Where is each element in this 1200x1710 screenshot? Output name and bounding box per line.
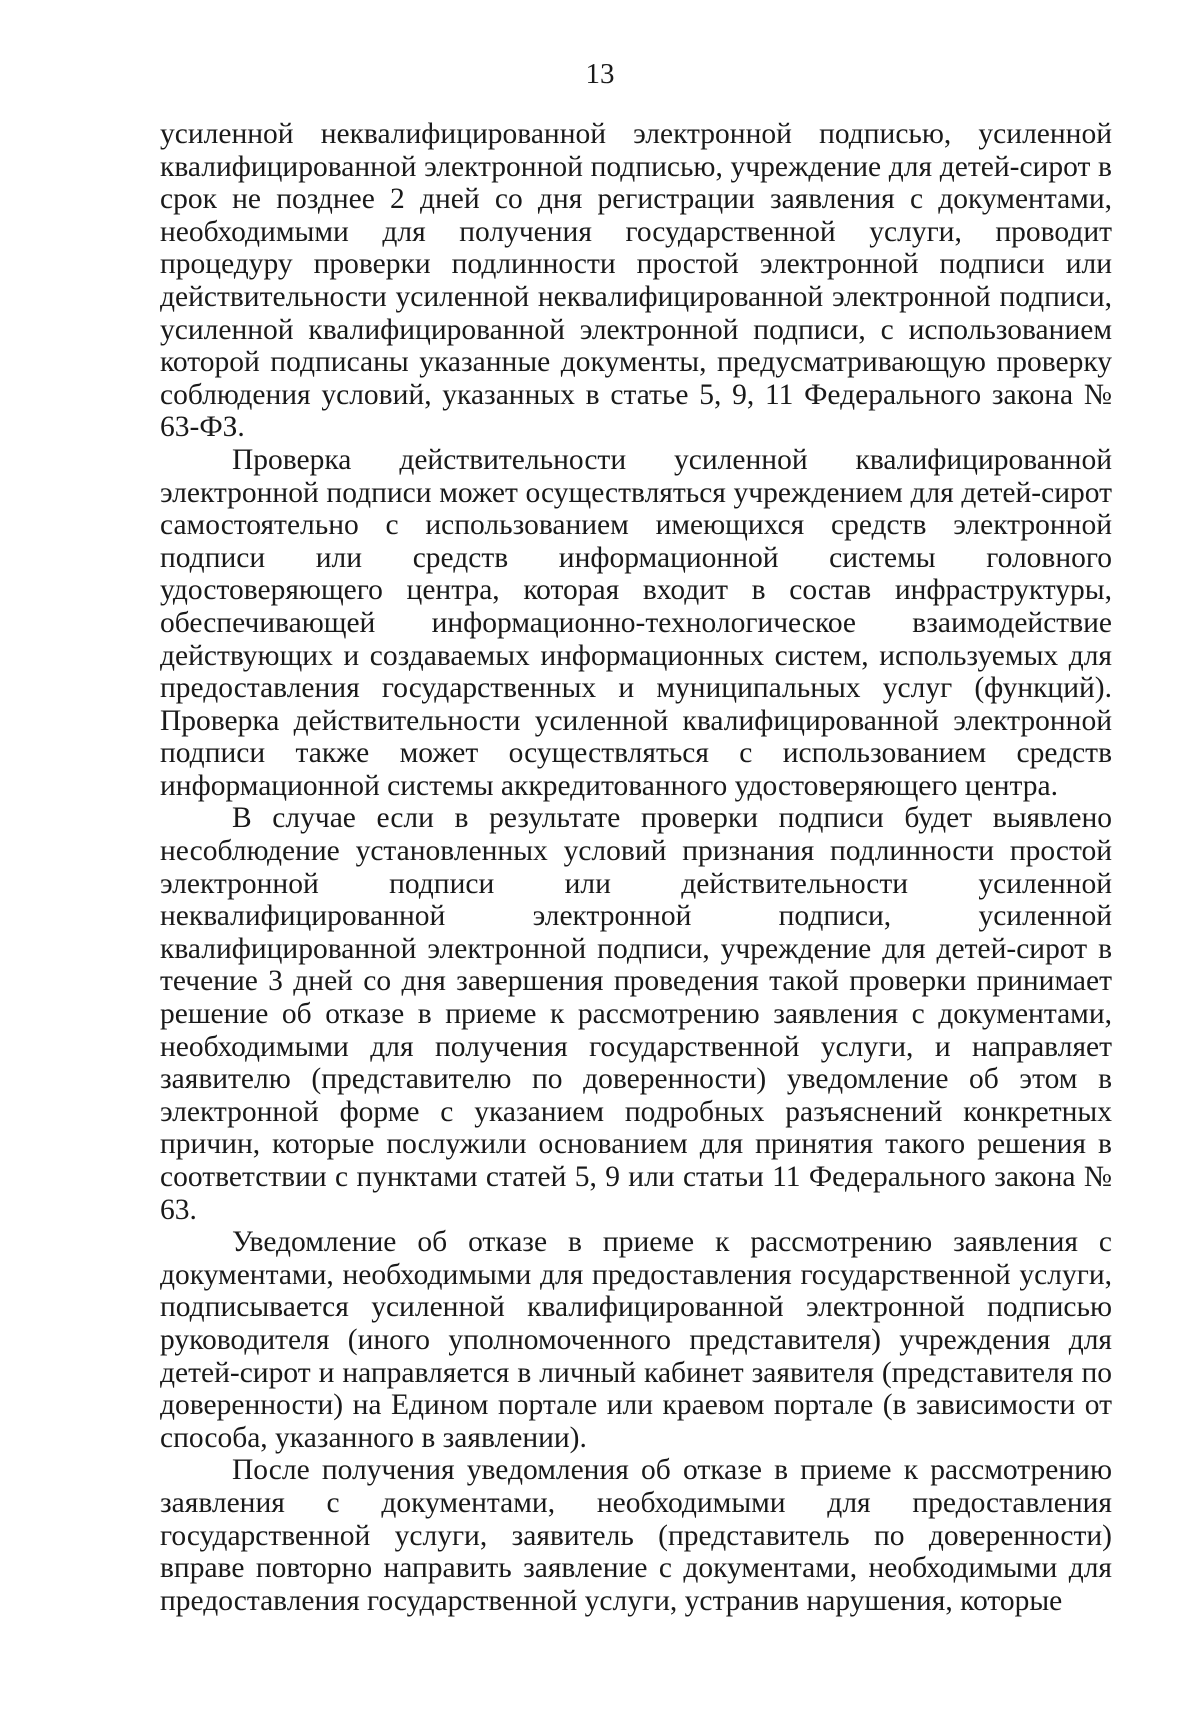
paragraph-verification-failure: В случае если в результате проверки подписи будет выявлено несоблюдение установленных условий признания подлинности простой электронной подписи или действительности усиленной неквалифицированной электронной подписи, усиленной квалифицированной электронной подписи, учреждение для детей-сирот в течение 3 дней со дня завершения проведения такой проверки принимает решение об отказе в приеме к рассмотрению заявления с документами, необходимыми для получения государственной услуги, и направляет заявителю (представителю по доверенности) уведомление об этом в электронной форме с указанием подробных разъяснений конкретных причин, которые послужили основанием для принятия такого решения в соответствии с пунктами статей 5, 9 или статьи 11 Федерального закона № 63. (160, 802, 1112, 1226)
paragraph-resubmission: После получения уведомления об отказе в приеме к рассмотрению заявления с документами, необходимыми для предоставления государственной услуги, заявитель (представитель по доверенности) вправе повторно направить заявление с документами, необходимыми для предоставления государственной услуги, устранив нарушения, которые (160, 1454, 1112, 1617)
document-body (160, 118, 1112, 1617)
paragraph-refusal-notice: Уведомление об отказе в приеме к рассмотрению заявления с документами, необходимыми для предоставления государственной услуги, подписывается усиленной квалифицированной электронной подписью руководителя (иного уполномоченного представителя) учреждения для детей-сирот и направляется в личный кабинет заявителя (представителя по доверенности) на Едином портале или краевом портале (в зависимости от способа, указанного в заявлении). (160, 1226, 1112, 1454)
page-number: 13 (585, 58, 615, 90)
paragraph-continuation: усиленной неквалифицированной электронной подписью, усиленной квалифицированной электронной подписью, учреждение для детей-сирот в срок не позднее 2 дней со дня регистрации заявления с документами, необходимыми для получения государственной услуги, проводит процедуру проверки подлинности простой электронной подписи или действительности усиленной неквалифицированной электронной подписи, усиленной квалифицированной электронной подписи, с использованием которой подписаны указанные документы, предусматривающую проверку соблюдения условий, указанных в статье 5, 9, 11 Федерального закона № 63-ФЗ. (160, 118, 1112, 444)
paragraph-signature-verification: Проверка действительности усиленной квалифицированной электронной подписи может осуществляться учреждением для детей-сирот самостоятельно с использованием имеющихся средств электронной подписи или средств информационной системы головного удостоверяющего центра, которая входит в состав инфраструктуры, обеспечивающей информационно-технологическое взаимодействие действующих и создаваемых информационных систем, используемых для предоставления государственных и муниципальных услуг (функций). Проверка действительности усиленной квалифицированной электронной подписи также может осуществляться с использованием средств информационной системы аккредитованного удостоверяющего центра. (160, 443, 1112, 802)
